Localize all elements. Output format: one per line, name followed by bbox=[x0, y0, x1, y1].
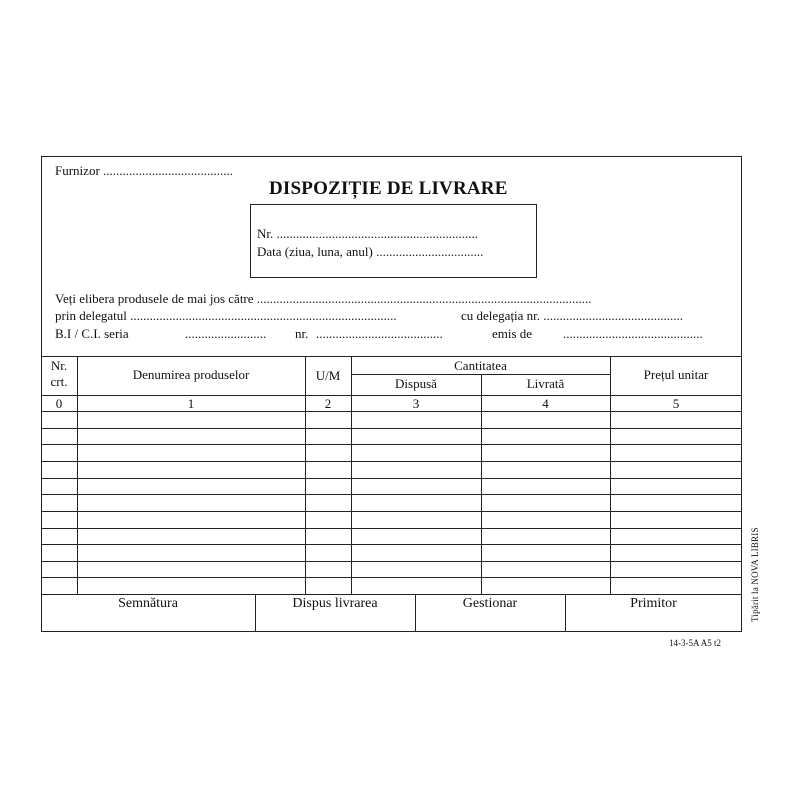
col-pret-label: Prețul unitar bbox=[643, 367, 709, 382]
furnizor-field: Furnizor ........................................ bbox=[55, 163, 234, 178]
col-number-5: 5 bbox=[672, 396, 680, 411]
form-code: 14-3-5A A5 t2 bbox=[669, 638, 722, 648]
table-row-line bbox=[41, 511, 742, 512]
col-number-3: 3 bbox=[412, 396, 420, 411]
table-row-line bbox=[41, 528, 742, 529]
printer-mark: Tipărit la NOVA LIBRIS bbox=[750, 527, 760, 622]
table-row-line bbox=[41, 444, 742, 445]
table-top-line bbox=[41, 356, 742, 357]
signature-label: Semnătura bbox=[118, 596, 178, 611]
storekeeper-label: Gestionar bbox=[462, 596, 518, 611]
number-date-box bbox=[250, 204, 537, 278]
id-card-label: B.I / C.I. seria bbox=[55, 326, 129, 341]
issued-by-dots: ........................................... bbox=[563, 326, 703, 341]
table-row-line bbox=[41, 544, 742, 545]
dispatch-label: Dispus livrarea bbox=[292, 596, 378, 611]
number-row-line bbox=[41, 411, 742, 412]
document-title: DISPOZIȚIE DE LIVRARE bbox=[269, 178, 508, 199]
issued-by-label: emis de bbox=[492, 326, 533, 341]
table-row-line bbox=[41, 428, 742, 429]
col-nr-label: Nr. bbox=[50, 358, 68, 373]
delegation-number-line: cu delegația nr. ........................................... bbox=[461, 308, 684, 323]
col-divider-1 bbox=[77, 356, 78, 594]
table-row-line bbox=[41, 461, 742, 462]
table-row-line bbox=[41, 561, 742, 562]
table-bottom-line bbox=[41, 594, 742, 595]
date-field: Data (ziua, luna, anul) ................................. bbox=[257, 244, 484, 259]
col-dispusa-label: Dispusă bbox=[395, 376, 437, 391]
col-divider-3 bbox=[351, 356, 352, 594]
col-number-4: 4 bbox=[542, 396, 549, 411]
col-cantitatea-label: Cantitatea bbox=[454, 358, 507, 373]
id-number-dots: ....................................... bbox=[316, 326, 443, 341]
table-row-line bbox=[41, 478, 742, 479]
recipient-label: Primitor bbox=[630, 596, 677, 611]
delegate-line: prin delegatul .................................................................................. bbox=[55, 308, 397, 323]
col-number-0: 0 bbox=[55, 396, 63, 411]
id-number-label: nr. bbox=[295, 326, 309, 341]
nr-field: Nr. .............................................................. bbox=[257, 226, 478, 241]
table-row-line bbox=[41, 577, 742, 578]
col-number-2: 2 bbox=[324, 396, 332, 411]
col-crt-label: crt. bbox=[50, 374, 68, 389]
col-denumire-label: Denumirea produselor bbox=[132, 367, 250, 382]
col-number-1: 1 bbox=[187, 396, 195, 411]
id-series-dots: ......................... bbox=[185, 326, 267, 341]
col-livrata-label: Livrată bbox=[526, 376, 565, 391]
col-um-label: U/M bbox=[315, 368, 341, 383]
table-row-line bbox=[41, 494, 742, 495]
col-divider-5 bbox=[610, 356, 611, 594]
header-bottom-line bbox=[41, 395, 742, 396]
recipient-line: Veți elibera produsele de mai jos către ....................................................................................................... bbox=[55, 291, 592, 306]
col-divider-2 bbox=[305, 356, 306, 594]
